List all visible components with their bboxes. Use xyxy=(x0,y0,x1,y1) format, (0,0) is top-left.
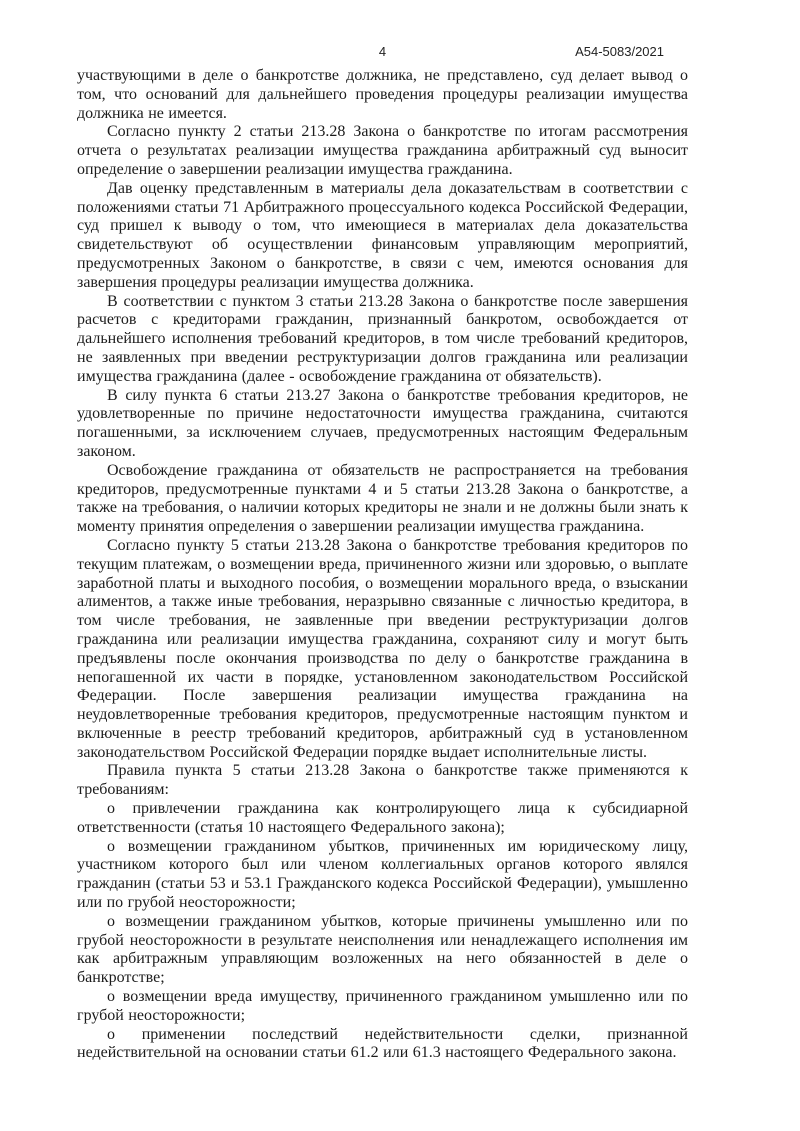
document-text xyxy=(77,67,688,1063)
paragraph: В силу пункта 6 статьи 213.27 Закона о банкротстве требования кредиторов, не удовлетворенные по причине недостаточности имущества гражданина, считаются погашенными, за исключением случаев, предусмотренных настоящим Федеральным законом. xyxy=(77,386,688,460)
page-header xyxy=(77,45,688,61)
paragraph: о применении последствий недействительности сделки, признанной недействительной на основании статьи 61.2 или 61.3 настоящего Федерального закона. xyxy=(77,1025,688,1062)
page-number: 4 xyxy=(378,44,387,59)
paragraph: о возмещении вреда имуществу, причиненного гражданином умышленно или по грубой неосторожности; xyxy=(77,988,688,1024)
paragraph: о привлечении гражданина как контролирующего лица к субсидиарной ответственности (статья 10 настоящего Федерального закона); xyxy=(77,800,688,836)
paragraph: Согласно пункту 5 статьи 213.28 Закона о банкротстве требования кредиторов по текущим платежам, о возмещении вреда, причиненного жизни или здоровью, о выплате заработной платы и выходного пособия, о возмещении морального вреда, о взыскании алиментов, а также иные требования, неразрывно связанные с личностью кредитора, в том числе требования, не заявленные при введении реструктуризации долгов гражданина или реализации имущества гражданина, сохраняют силу и могут быть предъявлены после окончания производства по делу о банкротстве гражданина в непогашенной их части в порядке, установленном законодательством Российской Федерации. После завершения реализации имущества гражданина на неудовлетворенные требования кредиторов, предусмотренные настоящим пунктом и включенные в реестр требований кредиторов, арбитражный суд в установленном законодательством Российской Федерации порядке выдает исполнительные листы. xyxy=(77,536,688,761)
paragraph: Освобождение гражданина от обязательств не распространяется на требования кредиторов, предусмотренные пунктами 4 и 5 статьи 213.28 Закона о банкротстве, а также на требования, о наличии которых кредиторы не знали и не должны были знать к моменту принятия определения о завершении реализации имущества гражданина. xyxy=(77,461,688,536)
paragraph: о возмещении гражданином убытков, которые причинены умышленно или по грубой неосторожности в результате неисполнения или ненадлежащего исполнения им как арбитражным управляющим возложенных на него обязанностей в деле о банкротстве; xyxy=(77,912,688,987)
paragraph-continuation: участвующими в деле о банкротстве должника, не представлено, суд делает вывод о том, что оснований для дальнейшего проведения процедуры реализации имущества должника не имеется. xyxy=(77,67,688,122)
paragraph: Согласно пункту 2 статьи 213.28 Закона о банкротстве по итогам рассмотрения отчета о результатах реализации имущества гражданина арбитражный суд выносит определение о завершении реализации имущества гражданина. xyxy=(77,123,688,178)
case-number: А54-5083/2021 xyxy=(575,44,664,59)
paragraph: о возмещении гражданином убытков, причиненных им юридическому лицу, участником которого был или членом коллегиальных органов которого являлся гражданин (статьи 53 и 53.1 Гражданского кодекса Российской Федерации), умышленно или по грубой неосторожности; xyxy=(77,837,688,912)
paragraph: Правила пункта 5 статьи 213.28 Закона о банкротстве также применяются к требованиям: xyxy=(77,762,688,799)
paragraph: В соответствии с пунктом 3 статьи 213.28 Закона о банкротстве после завершения расчетов с кредиторами гражданин, признанный банкротом, освобождается от дальнейшего исполнения требований кредиторов, в том числе требований кредиторов, не заявленных при введении реструктуризации долгов гражданина или реализации имущества гражданина (далее - освобождение гражданина от обязательств). xyxy=(77,292,688,385)
paragraph: Дав оценку представленным в материалы дела доказательствам в соответствии с положениями статьи 71 Арбитражного процессуального кодекса Российской Федерации, суд пришел к выводу о том, что имеющиеся в материалах дела доказательства свидетельствуют об осуществлении финансовым управляющим мероприятий, предусмотренных Законом о банкротстве, в связи с чем, имеются основания для завершения процедуры реализации имущества должника. xyxy=(77,179,688,291)
